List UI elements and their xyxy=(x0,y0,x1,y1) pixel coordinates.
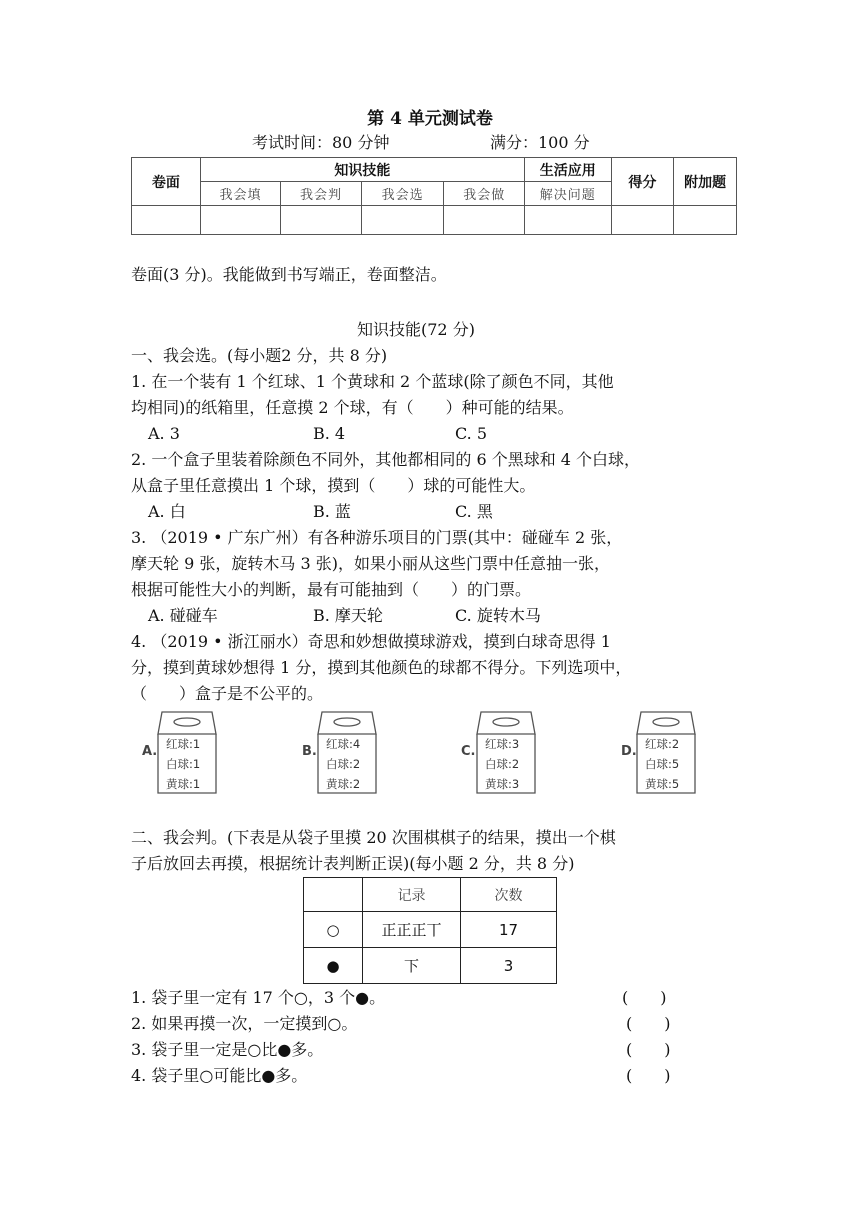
score-cell[interactable] xyxy=(132,206,201,235)
box-yellow-count: 黄球:3 xyxy=(485,777,520,791)
q3-text: 3. （2019 • 广东广州）有各种游乐项目的门票(其中：碰碰车 2 张， xyxy=(131,528,623,547)
q3-text: 根据可能性大小的判断，最有可能抽到（ ）的门票。 xyxy=(131,580,532,599)
col-judge: 我会判 xyxy=(281,182,362,206)
tally-empty-header xyxy=(304,878,363,912)
statement-1: 1. 袋子里一定有 17 个○，3 个●。 xyxy=(131,988,386,1007)
col-record: 记录 xyxy=(363,878,461,912)
score-cell[interactable] xyxy=(361,206,444,235)
part2-heading: 子后放回去再摸，根据统计表判断正误)(每小题 2 分，共 8 分) xyxy=(131,854,575,873)
q4-text: （ ）盒子是不公平的。 xyxy=(131,684,324,703)
box-d-letter: D. xyxy=(621,744,637,759)
score-cell[interactable] xyxy=(444,206,525,235)
answer-paren-3[interactable]: ( ) xyxy=(626,1040,671,1059)
col-extra: 附加题 xyxy=(674,158,737,206)
box-yellow-count: 黄球:5 xyxy=(645,777,680,791)
full-score: 满分：100 分 xyxy=(490,133,590,152)
box-red-count: 红球:2 xyxy=(645,737,680,751)
box-yellow-count: 黄球:2 xyxy=(326,777,361,791)
tally-marks: 正正正丅 xyxy=(363,912,461,948)
col-solve: 解决问题 xyxy=(525,182,612,206)
box-a-letter: A. xyxy=(142,744,158,759)
q2-text: 从盒子里任意摸出 1 个球，摸到（ ）球的可能性大。 xyxy=(131,476,536,495)
ball-box-b xyxy=(316,710,378,794)
box-white-count: 白球:2 xyxy=(326,757,361,771)
score-cell[interactable] xyxy=(281,206,362,235)
paper-note: 卷面(3 分)。我能做到书写端正，卷面整洁。 xyxy=(131,265,447,284)
answer-paren-4[interactable]: ( ) xyxy=(626,1066,671,1085)
col-choose: 我会选 xyxy=(361,182,444,206)
tally-count: 3 xyxy=(461,948,557,984)
answer-paren-1[interactable]: ( ) xyxy=(622,988,667,1007)
score-cell[interactable] xyxy=(611,206,674,235)
statement-3: 3. 袋子里一定是○比●多。 xyxy=(131,1040,324,1059)
q1-option-b: B. 4 xyxy=(313,424,346,443)
q4-text: 4. （2019 • 浙江丽水）奇思和妙想做摸球游戏，摸到白球奇思得 1 xyxy=(131,632,611,651)
tally-table xyxy=(303,877,557,984)
ball-box-a xyxy=(156,710,218,794)
q1-text: 均相同)的纸箱里，任意摸 2 个球，有（ ）种可能的结果。 xyxy=(131,398,574,417)
q4-text: 分，摸到黄球妙想得 1 分，摸到其他颜色的球都不得分。下列选项中， xyxy=(131,658,632,677)
box-white-count: 白球:1 xyxy=(166,757,201,771)
answer-paren-2[interactable]: ( ) xyxy=(626,1014,671,1033)
box-white-count: 白球:2 xyxy=(485,757,520,771)
q1-option-c: C. 5 xyxy=(455,424,488,443)
col-count: 次数 xyxy=(461,878,557,912)
score-cell[interactable] xyxy=(200,206,281,235)
part2-heading: 二、我会判。(下表是从袋子里摸 20 次围棋棋子的结果，摸出一个棋 xyxy=(131,828,616,847)
statement-2: 2. 如果再摸一次，一定摸到○。 xyxy=(131,1014,358,1033)
score-cell[interactable] xyxy=(525,206,612,235)
q2-option-b: B. 蓝 xyxy=(313,502,351,521)
ball-box-d xyxy=(635,710,697,794)
group-skill: 知识技能 xyxy=(200,158,524,182)
q2-text: 2. 一个盒子里装着除颜色不同外，其他都相同的 6 个黑球和 4 个白球， xyxy=(131,450,641,469)
box-red-count: 红球:1 xyxy=(166,737,201,751)
score-table xyxy=(131,157,737,235)
black-stone-symbol: ● xyxy=(304,948,363,984)
q3-option-a: A. 碰碰车 xyxy=(148,606,218,625)
box-red-count: 红球:4 xyxy=(326,737,361,751)
col-paper: 卷面 xyxy=(132,158,201,206)
white-stone-symbol: ○ xyxy=(304,912,363,948)
col-fill: 我会填 xyxy=(200,182,281,206)
box-b-letter: B. xyxy=(302,744,317,759)
group-life: 生活应用 xyxy=(525,158,612,182)
exam-time: 考试时间：80 分钟 xyxy=(252,133,390,152)
part1-heading: 一、我会选。(每小题2 分，共 8 分) xyxy=(131,346,388,365)
q3-option-c: C. 旋转木马 xyxy=(455,606,541,625)
page-title: 第 4 单元测试卷 xyxy=(367,109,493,129)
section-heading: 知识技能(72 分) xyxy=(357,320,475,339)
col-score: 得分 xyxy=(611,158,674,206)
tally-marks: 下 xyxy=(363,948,461,984)
box-white-count: 白球:5 xyxy=(645,757,680,771)
statement-4: 4. 袋子里○可能比●多。 xyxy=(131,1066,308,1085)
tally-count: 17 xyxy=(461,912,557,948)
box-yellow-count: 黄球:1 xyxy=(166,777,201,791)
q3-text: 摩天轮 9 张，旋转木马 3 张)，如果小丽从这些门票中任意抽一张， xyxy=(131,554,610,573)
q2-option-a: A. 白 xyxy=(148,502,186,521)
score-cell[interactable] xyxy=(674,206,737,235)
q1-text: 1. 在一个装有 1 个红球、1 个黄球和 2 个蓝球(除了颜色不同，其他 xyxy=(131,372,614,391)
q1-option-a: A. 3 xyxy=(148,424,180,443)
box-c-letter: C. xyxy=(461,744,476,759)
box-red-count: 红球:3 xyxy=(485,737,520,751)
ball-box-c xyxy=(475,710,537,794)
q2-option-c: C. 黑 xyxy=(455,502,493,521)
q3-option-b: B. 摩天轮 xyxy=(313,606,383,625)
col-do: 我会做 xyxy=(444,182,525,206)
